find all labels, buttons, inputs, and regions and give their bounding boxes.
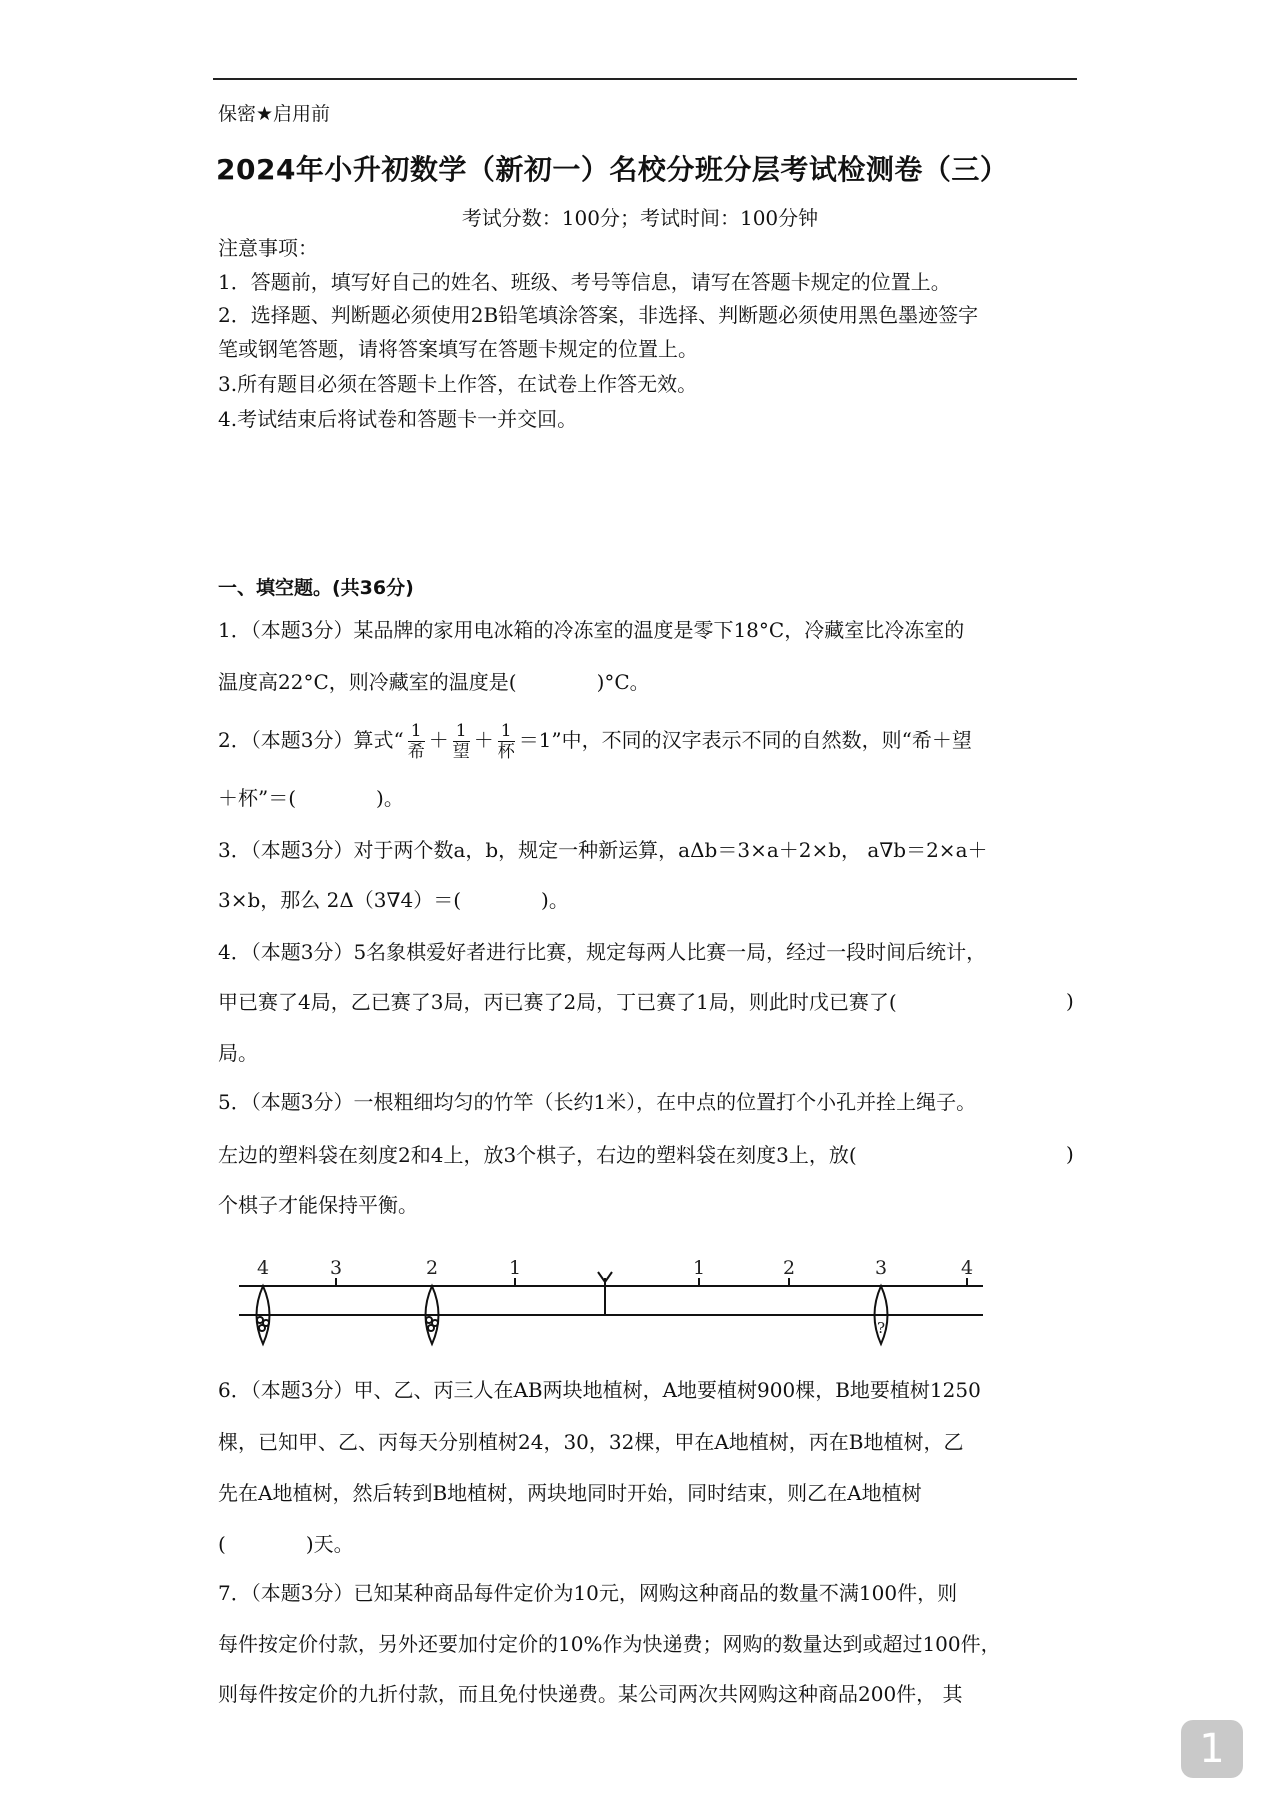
note-item: 1．答题前，填写好自己的姓名、班级、考号等信息，请写在答题卡规定的位置上。 <box>218 270 951 294</box>
scale-label: 2 <box>782 1257 796 1279</box>
exam-info: 考试分数：100分；考试时间：100分钟 <box>461 206 819 230</box>
q7-line: 每件按定价付款，另外还要加付定价的10%作为快递费；网购的数量达到或超过100件， <box>218 1632 1001 1656</box>
q6-line: 先在A地植树，然后转到B地植树，两块地同时开始，同时结束，则乙在A地植树 <box>218 1481 922 1505</box>
q6-line: 6．（本题3分）甲、乙、丙三人在AB两块地植树，A地要植树900棵，B地要植树1250 <box>218 1378 981 1402</box>
scale-label: 4 <box>960 1257 974 1279</box>
q1-line: 1．（本题3分）某品牌的家用电冰箱的冷冻室的温度是零下18°C，冷藏室比冷冻室的 <box>218 618 965 642</box>
note-item: 2．选择题、判断题必须使用2B铅笔填涂答案，非选择、判断题必须使用黑色墨迹签字 <box>218 303 979 327</box>
confidential-label: 保密★启用前 <box>218 103 331 125</box>
q2-text: ＝1”中，不同的汉字表示不同的自然数，则“希＋望 <box>518 728 972 752</box>
q4-line: 局。 <box>218 1041 258 1065</box>
scale-label: 1 <box>508 1257 522 1279</box>
scale-label: 2 <box>425 1257 439 1279</box>
q1-text: )°C。 <box>596 670 650 694</box>
note-item: 4.考试结束后将试卷和答题卡一并交回。 <box>218 407 578 431</box>
fraction: $\frac{1}{\text{望}}$ <box>452 721 470 762</box>
fraction: $\frac{1}{\text{杯}}$ <box>497 721 515 762</box>
note-item: 笔或钢笔答题，请将答案填写在答题卡规定的位置上。 <box>218 337 698 361</box>
q4-line: 甲已赛了4局，乙已赛了3局，丙已赛了2局，丁已赛了1局，则此时戊已赛了( <box>218 990 897 1014</box>
q6-line: ( )天。 <box>218 1532 354 1556</box>
answer-blank-close[interactable]: ) <box>1066 989 1074 1013</box>
q7-line: 7．（本题3分）已知某种商品每件定价为10元，网购这种商品的数量不满100件，则 <box>218 1581 958 1605</box>
q2-text: 2．（本题3分）算式“ <box>218 728 404 752</box>
q7-line: 则每件按定价的九折付款，而且免付快递费。某公司两次共网购这种商品200件， 其 <box>218 1682 963 1706</box>
q2-line: 2．（本题3分）算式“ $\frac{1}{\text{希}}$ ＋ $\frac{1}{\text{望}}$ ＋ $\frac{1}{\text{杯}}$ ＝1”中，不同的汉字表示不同的自然数，则“希＋望 <box>218 721 972 762</box>
fraction: $\frac{1}{\text{希}}$ <box>407 721 425 762</box>
q5-line: 左边的塑料袋在刻度2和4上，放3个棋子，右边的塑料袋在刻度3上，放( <box>218 1143 857 1167</box>
scale-label: 1 <box>692 1257 706 1279</box>
notes-heading: 注意事项： <box>218 236 318 260</box>
section-heading: 一、填空题。(共36分) <box>218 577 414 599</box>
q3-line: 3×b，那么 2Δ（3∇4）＝( )。 <box>218 888 569 912</box>
q5-line: 5．（本题3分）一根粗细均匀的竹竿（长约1米），在中点的位置打个小孔并拴上绳子。 <box>218 1090 977 1114</box>
q2-line: ＋杯”＝( )。 <box>218 786 404 810</box>
unknown-mark: ? <box>876 1319 886 1337</box>
q4-line: 4．（本题3分）5名象棋爱好者进行比赛，规定每两人比赛一局，经过一段时间后统计， <box>218 940 987 964</box>
scale-label: 4 <box>256 1257 270 1279</box>
q5-line: 个棋子才能保持平衡。 <box>218 1193 418 1217</box>
q6-line: 棵，已知甲、乙、丙每天分别植树24，30，32棵，甲在A地植树，丙在B地植树，乙 <box>218 1430 964 1454</box>
answer-blank-close[interactable]: ) <box>1066 1142 1074 1166</box>
note-item: 3.所有题目必须在答题卡上作答，在试卷上作答无效。 <box>218 372 698 396</box>
scale-label: 3 <box>329 1257 343 1279</box>
page-number-badge[interactable]: 1 <box>1181 1720 1243 1778</box>
page-title: 2024年小升初数学（新初一）名校分班分层考试检测卷（三） <box>216 153 1009 186</box>
q3-line: 3．（本题3分）对于两个数a，b，规定一种新运算，aΔb＝3×a＋2×b， a∇b＝2×a＋ <box>218 838 988 862</box>
q1-text: 温度高22°C，则冷藏室的温度是( <box>218 670 517 694</box>
scale-label: 3 <box>874 1257 888 1279</box>
